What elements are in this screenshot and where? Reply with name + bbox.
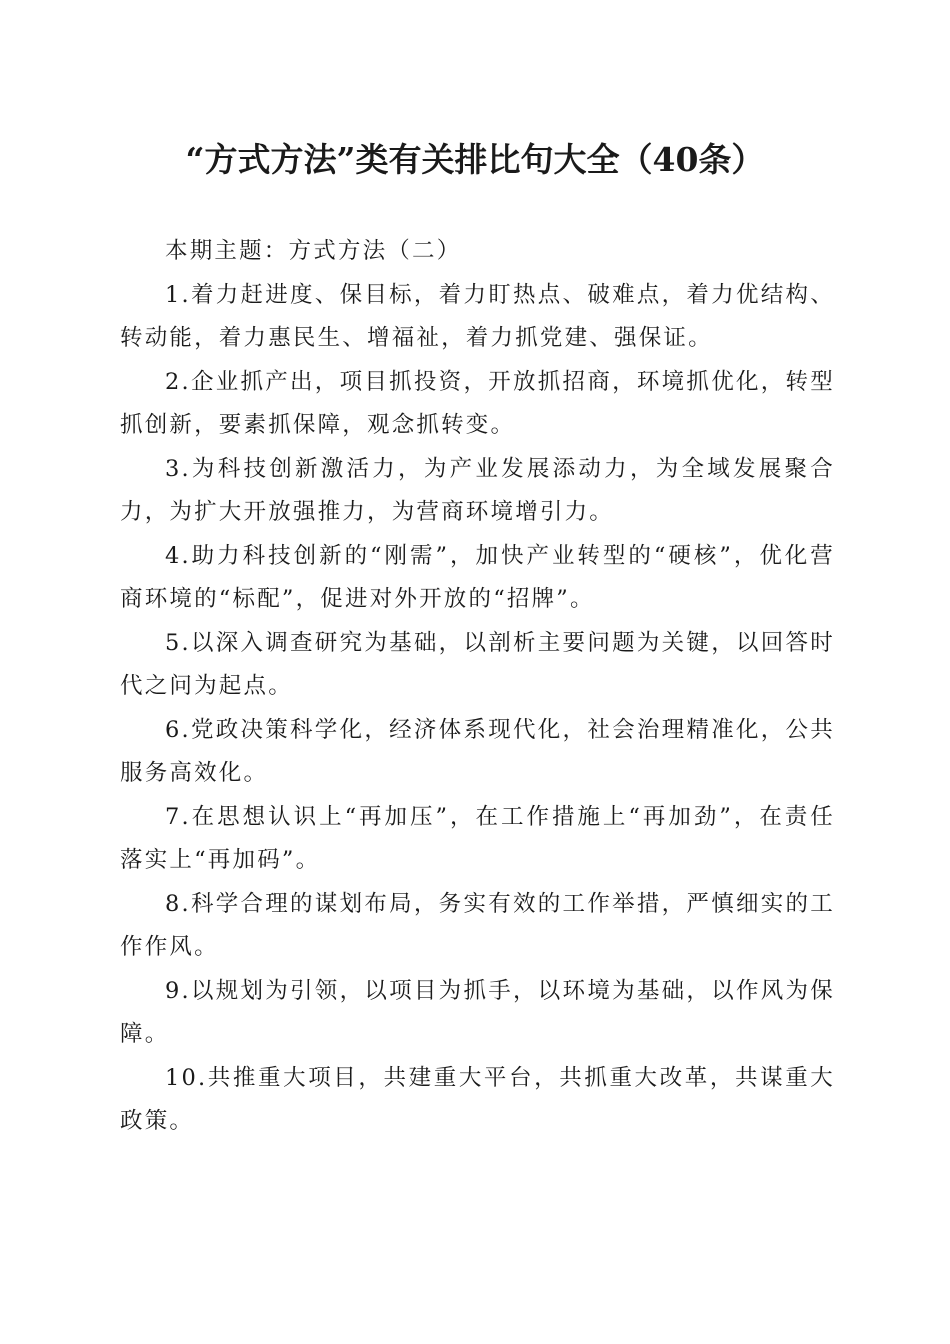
list-item-5: 5.以深入调查研究为基础，以剖析主要问题为关键，以回答时代之问为起点。 (120, 629, 835, 699)
list-item-3: 3.为科技创新激活力，为产业发展添动力，为全域发展聚合力，为扩大开放强推力，为营商环境增引力。 (120, 455, 835, 525)
list-item-2: 2.企业抓产出，项目抓投资，开放抓招商，环境抓优化，转型抓创新，要素抓保障，观念抓转变。 (120, 368, 835, 438)
theme-line: 本期主题：方式方法（二） (165, 238, 462, 264)
list-item-4: 4.助力科技创新的“刚需”，加快产业转型的“硬核”，优化营商环境的“标配”，促进对外开放的“招牌”。 (120, 542, 835, 612)
list-item-9: 9.以规划为引领，以项目为抓手，以环境为基础，以作风为保障。 (120, 977, 835, 1047)
document-title: “方式方法”类有关排比句大全（40条） (185, 140, 765, 179)
document-body (120, 230, 835, 1144)
list-item-1: 1.着力赶进度、保目标，着力盯热点、破难点，着力优结构、转动能，着力惠民生、增福祉，着力抓党建、强保证。 (120, 281, 835, 351)
list-item-6: 6.党政决策科学化，经济体系现代化，社会治理精准化，公共服务高效化。 (120, 716, 835, 786)
list-item-7: 7.在思想认识上“再加压”，在工作措施上“再加劲”，在责任落实上“再加码”。 (120, 803, 835, 873)
list-item-10: 10.共推重大项目，共建重大平台，共抓重大改革，共谋重大政策。 (120, 1064, 835, 1134)
list-item-8: 8.科学合理的谋划布局，务实有效的工作举措，严慎细实的工作作风。 (120, 890, 835, 960)
